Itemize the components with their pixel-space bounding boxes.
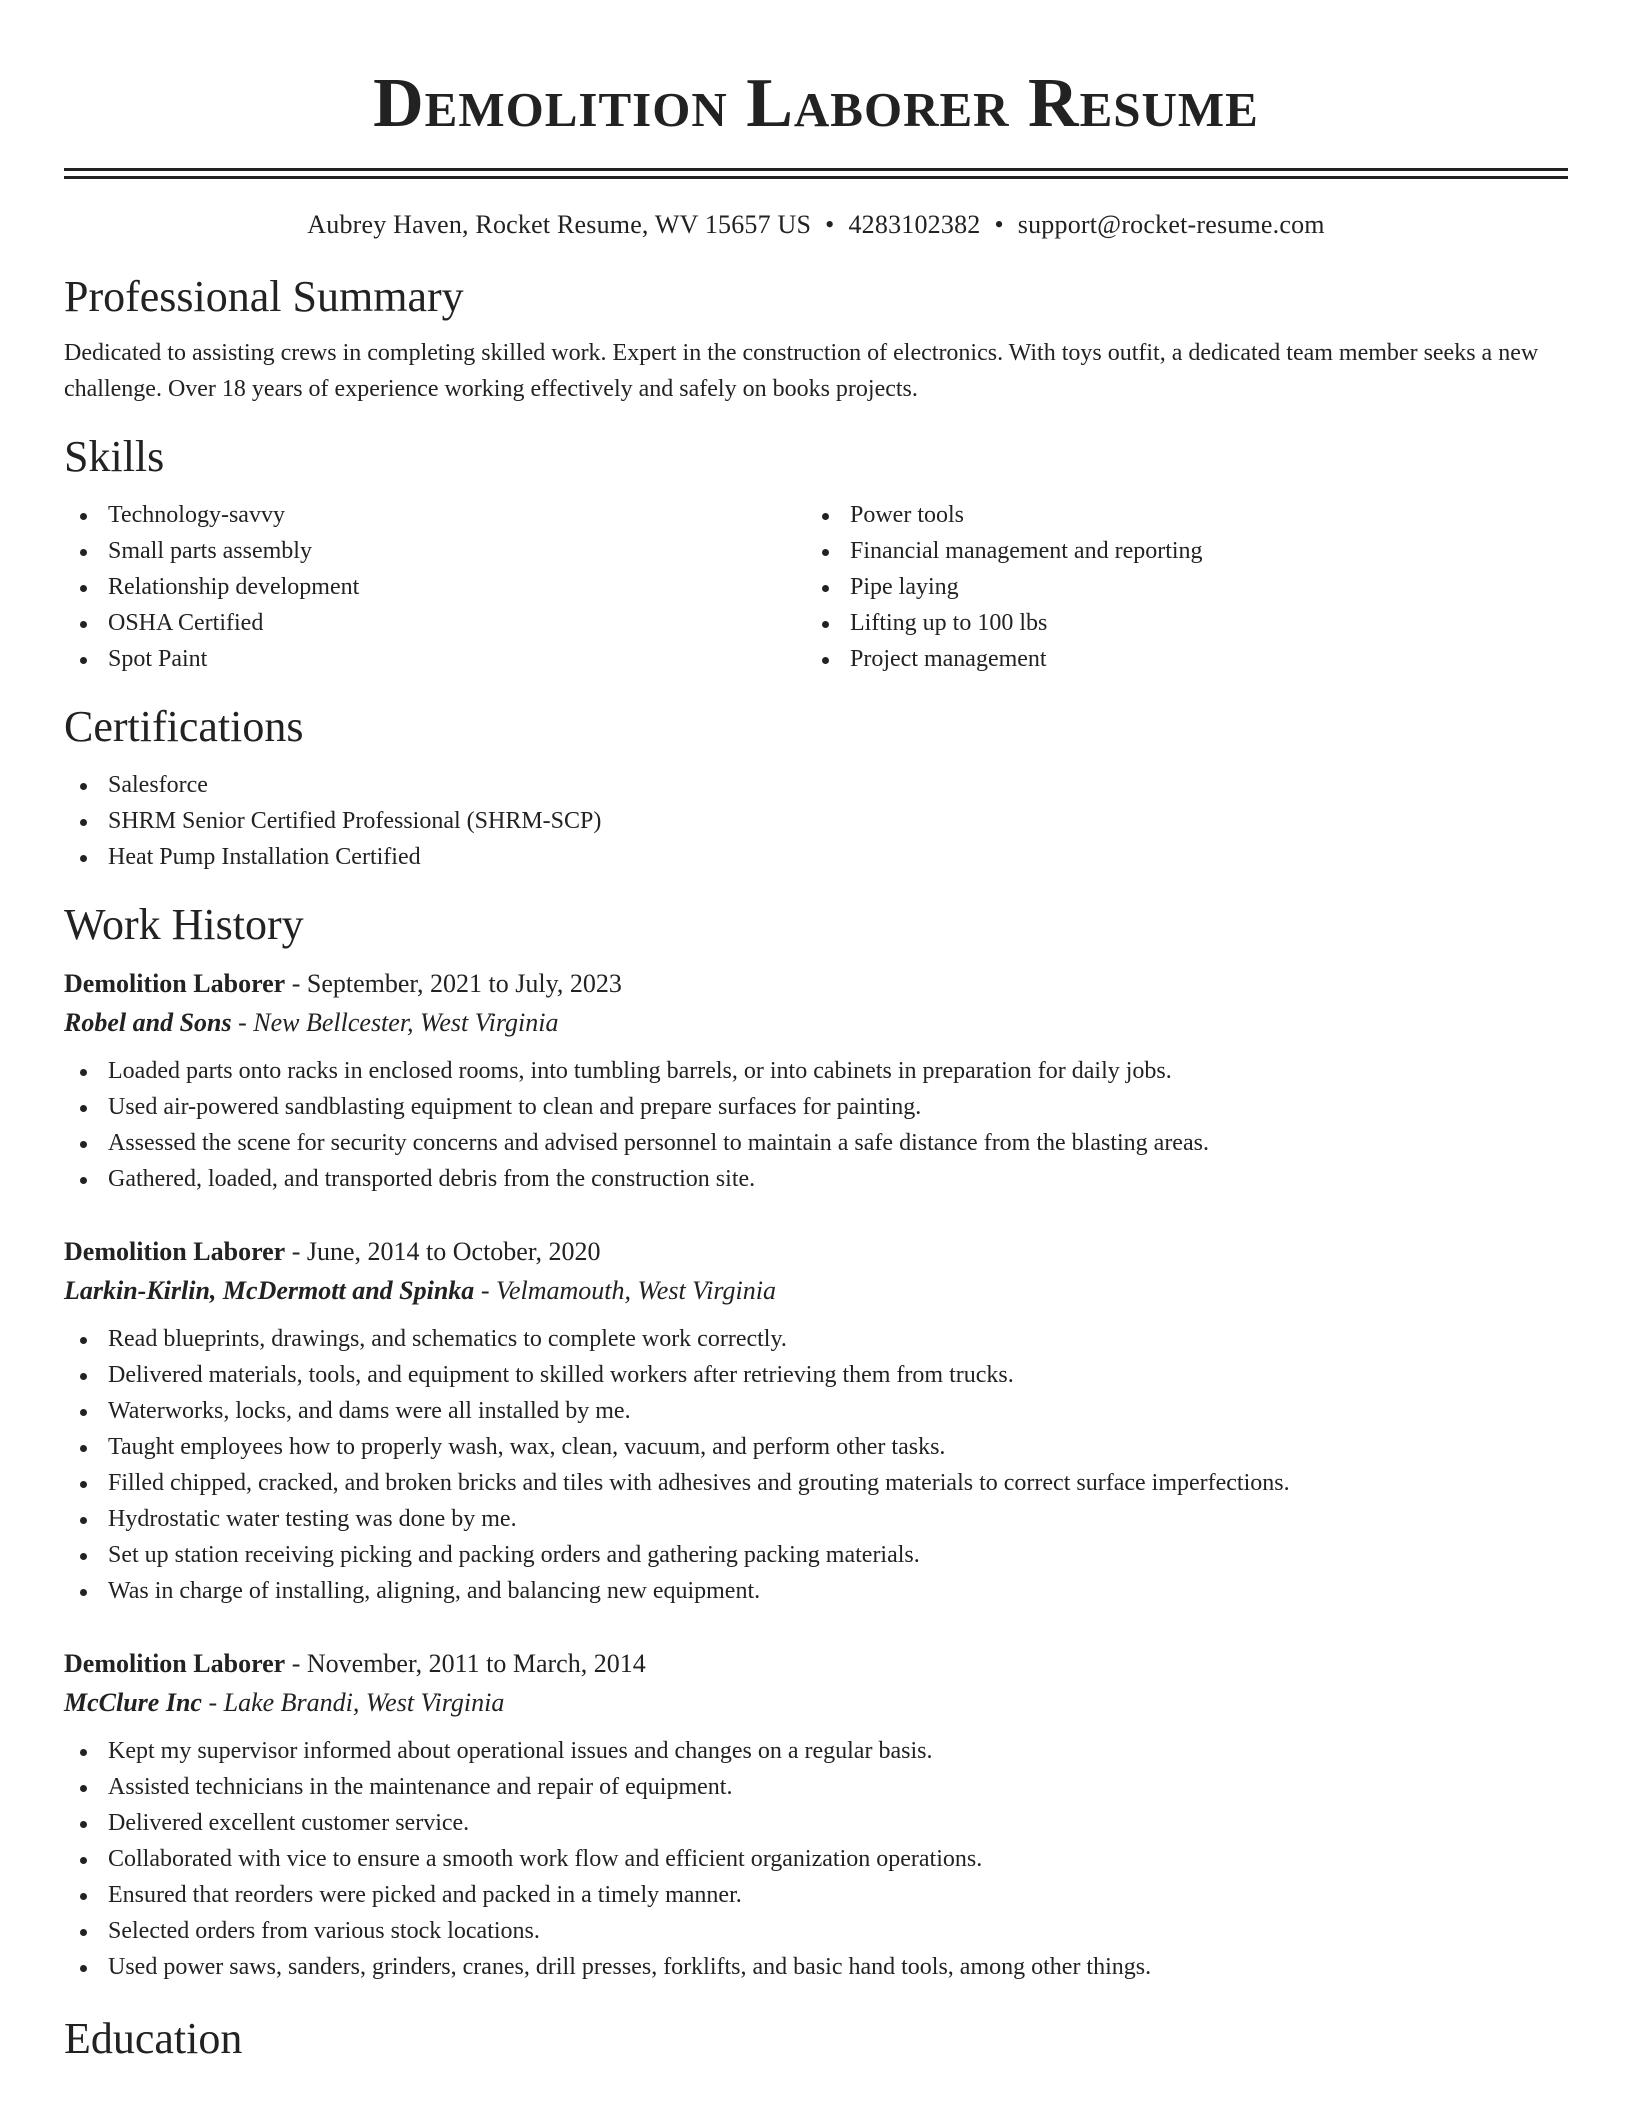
- job-dates: - June, 2014 to October, 2020: [285, 1237, 601, 1266]
- job-role: Demolition Laborer: [64, 1237, 286, 1266]
- certifications-section: [64, 701, 1568, 875]
- summary-heading: Professional Summary: [64, 272, 464, 321]
- job-title-line: [64, 1233, 1568, 1271]
- job-role: Demolition Laborer: [64, 969, 286, 998]
- contact-email: support@rocket-resume.com: [1017, 210, 1325, 239]
- job-duty: Was in charge of installing, aligning, and balancing new equipment.: [64, 1573, 1568, 1609]
- job-location: - Lake Brandi, West Virginia: [201, 1688, 505, 1717]
- job-role: Demolition Laborer: [64, 1649, 286, 1678]
- job-title-line: [64, 965, 1568, 1003]
- job-company-line: [64, 1003, 1568, 1043]
- job-duty: Ensured that reorders were picked and packed in a timely manner.: [64, 1877, 1568, 1913]
- job-duty: Collaborated with vice to ensure a smooth work flow and efficient organization operations.: [64, 1841, 1568, 1877]
- resume-page: [64, 0, 1568, 2065]
- job-duty: Used air-powered sandblasting equipment to clean and prepare surfaces for painting.: [64, 1089, 1568, 1125]
- job-duty: Hydrostatic water testing was done by me.: [64, 1501, 1568, 1537]
- skills-column-right: [806, 497, 1548, 677]
- job-duty: Assisted technicians in the maintenance and repair of equipment.: [64, 1769, 1568, 1805]
- job-duty: Delivered materials, tools, and equipment to skilled workers after retrieving them from trucks.: [64, 1357, 1568, 1393]
- certifications-list: [64, 767, 1568, 875]
- job-duty: Used power saws, sanders, grinders, cranes, drill presses, forklifts, and basic hand tools, among other things.: [64, 1949, 1568, 1985]
- skill-item: Project management: [806, 641, 1548, 677]
- job-company-line: [64, 1271, 1568, 1311]
- skills-heading: Skills: [64, 432, 165, 481]
- skills-section: [64, 431, 1568, 677]
- job-location: - Velmamouth, West Virginia: [474, 1276, 776, 1305]
- job-duty: Gathered, loaded, and transported debris from the construction site.: [64, 1161, 1568, 1197]
- title-divider-top: [64, 168, 1568, 171]
- skill-item: Financial management and reporting: [806, 533, 1548, 569]
- skill-item: Relationship development: [64, 569, 806, 605]
- education-heading: Education: [64, 2014, 243, 2063]
- resume-title: Demolition Laborer Resume: [373, 65, 1259, 142]
- job-duty: Loaded parts onto racks in enclosed rooms, into tumbling barrels, or into cabinets in preparation for daily jobs.: [64, 1053, 1568, 1089]
- certification-item: SHRM Senior Certified Professional (SHRM-SCP): [64, 803, 1568, 839]
- job-dates: - September, 2021 to July, 2023: [285, 969, 622, 998]
- skill-item: Lifting up to 100 lbs: [806, 605, 1548, 641]
- job-duty: Taught employees how to properly wash, wax, clean, vacuum, and perform other tasks.: [64, 1429, 1568, 1465]
- job-entry: [64, 1645, 1568, 1985]
- skill-item: Power tools: [806, 497, 1548, 533]
- job-company: Larkin-Kirlin, McDermott and Spinka: [64, 1276, 475, 1305]
- summary-section: [64, 271, 1568, 407]
- contact-address: Aubrey Haven, Rocket Resume, WV 15657 US: [307, 210, 812, 239]
- certification-item: Heat Pump Installation Certified: [64, 839, 1568, 875]
- job-company: Robel and Sons: [64, 1008, 232, 1037]
- job-entry: [64, 965, 1568, 1197]
- job-duty: Assessed the scene for security concerns and advised personnel to maintain a safe distance from the blasting areas.: [64, 1125, 1568, 1161]
- skills-grid: [64, 497, 1568, 677]
- skills-column-left: [64, 497, 806, 677]
- work-history-heading: Work History: [64, 900, 304, 949]
- skill-item: Small parts assembly: [64, 533, 806, 569]
- job-company: McClure Inc: [64, 1688, 202, 1717]
- contact-line: [64, 209, 1568, 241]
- job-duty: Filled chipped, cracked, and broken bricks and tiles with adhesives and grouting materials to correct surface imperfections.: [64, 1465, 1568, 1501]
- summary-text: Dedicated to assisting crews in completing skilled work. Expert in the construction of electronics. With toys outfit, a dedicated team member seeks a new challenge. Over 18 years of experience working effectively and safely on books projects.: [64, 340, 1539, 402]
- job-company-line: [64, 1683, 1568, 1723]
- title-divider-bottom: [64, 176, 1568, 179]
- skill-item: OSHA Certified: [64, 605, 806, 641]
- certification-item: Salesforce: [64, 767, 1568, 803]
- contact-separator: •: [994, 210, 1004, 239]
- certifications-heading: Certifications: [64, 702, 304, 751]
- skill-item: Spot Paint: [64, 641, 806, 677]
- contact-separator: •: [825, 210, 835, 239]
- job-duties-list: [64, 1733, 1568, 1985]
- job-duty: Set up station receiving picking and packing orders and gathering packing materials.: [64, 1537, 1568, 1573]
- skill-item: Technology-savvy: [64, 497, 806, 533]
- job-location: - New Bellcester, West Virginia: [231, 1008, 559, 1037]
- job-dates: - November, 2011 to March, 2014: [285, 1649, 646, 1678]
- job-entry: [64, 1233, 1568, 1609]
- job-duty: Kept my supervisor informed about operational issues and changes on a regular basis.: [64, 1733, 1568, 1769]
- job-duties-list: [64, 1321, 1568, 1609]
- job-duty: Read blueprints, drawings, and schematics to complete work correctly.: [64, 1321, 1568, 1357]
- job-duty: Waterworks, locks, and dams were all installed by me.: [64, 1393, 1568, 1429]
- job-duty: Delivered excellent customer service.: [64, 1805, 1568, 1841]
- education-section: [64, 2013, 1568, 2065]
- job-title-line: [64, 1645, 1568, 1683]
- skill-item: Pipe laying: [806, 569, 1548, 605]
- job-duties-list: [64, 1053, 1568, 1197]
- job-duty: Selected orders from various stock locations.: [64, 1913, 1568, 1949]
- work-history-section: [64, 899, 1568, 1985]
- contact-phone: 4283102382: [848, 210, 981, 239]
